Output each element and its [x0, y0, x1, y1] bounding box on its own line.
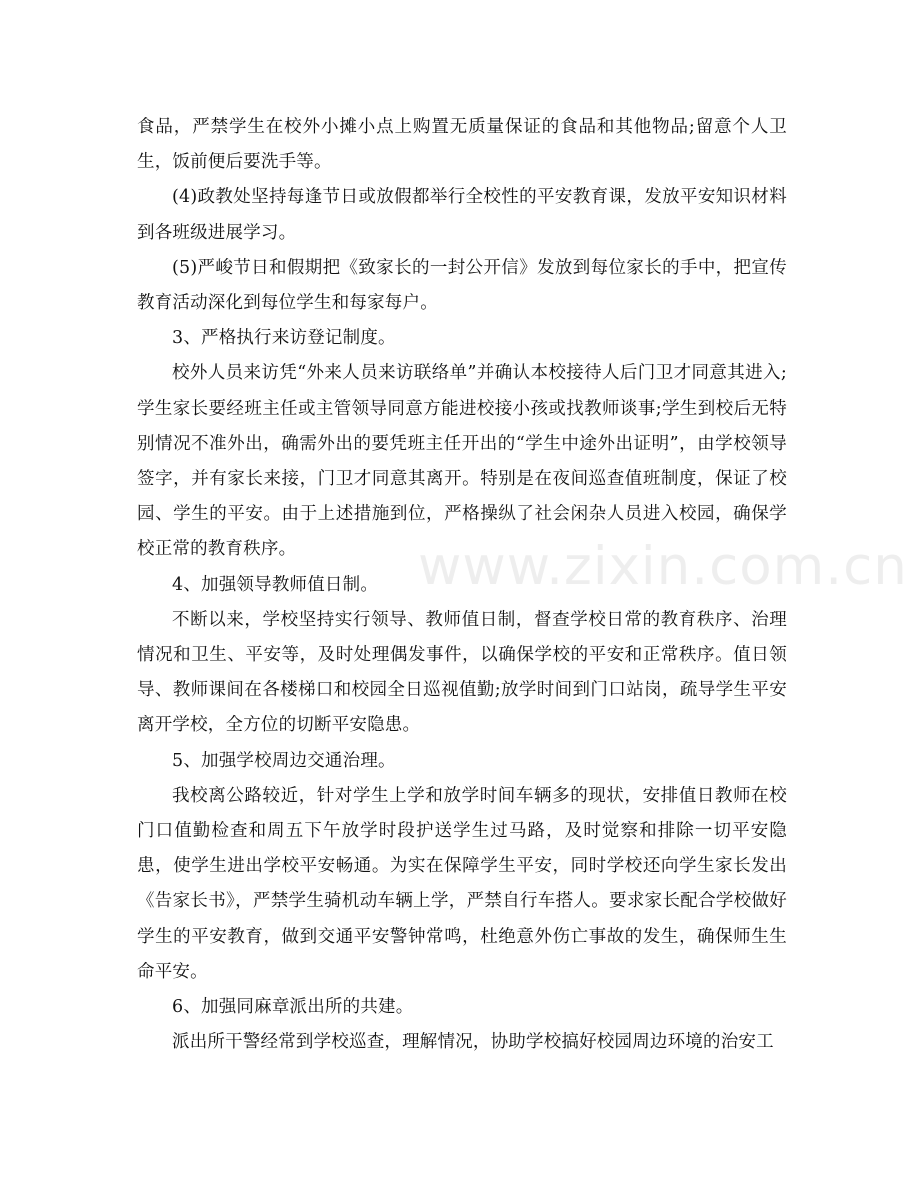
watermark-text: www.zixin.com.cn	[418, 536, 908, 597]
paragraph-safety-class: (4)政教处坚持每逢节日或放假都举行全校性的平安教育课，发放平安知识材料到各班级进展学习。	[137, 187, 787, 243]
paragraph-traffic-management: 我校离公路较近，针对学生上学和放学时间车辆多的现状，安排值日教师在校门口值勤检查和周五下午放学时段护送学生过马路，及时觉察和排除一切平安隐患，使学生进出学校平安畅通。为实在保障学生平安，同时学校还向学生家长发出《告家长书》，严禁学生骑机动车辆上学，严禁自行车搭人。要求家长配合学校做好学生的平安教育，做到交通平安警钟常鸣，杜绝意外伤亡事故的发生，确保师生生命平安。	[137, 785, 787, 982]
paragraph-police-cooperation: 派出所干警经常到学校巡查，理解情况，协助学校搞好校园周边环境的治安工	[172, 1032, 774, 1053]
section-heading-visitor-registration: 3、严格执行来访登记制度。	[172, 328, 396, 349]
paragraph-parent-letter: (5)严峻节日和假期把《致家长的一封公开信》发放到每位家长的手中，把宣传教育活动深化到每位学生和每家每户。	[137, 257, 787, 314]
paragraph-visitor-registration: 校外人员来访凭“外来人员来访联络单”并确认本校接待人后门卫才同意其进入;学生家长要经班主任或主管领导同意方能进校接小孩或找教师谈事;学生到校后无特别情况不准外出，确需外出的要凭班主任开出的“学生中途外出证明”，由学校领导签字，并有家长来接，门卫才同意其离开。特别是在夜间巡查值班制度，保证了校园、学生的平安。由于上述措施到位，严格操纵了社会闲杂人员进入校园，确保学校正常的教育秩序。	[137, 363, 787, 560]
document-body	[137, 110, 908, 1060]
section-heading-traffic-management: 5、加强学校周边交通治理。	[172, 750, 396, 771]
section-heading-police-cooperation: 6、加强同麻章派出所的共建。	[172, 997, 414, 1018]
paragraph-duty-system: 不断以来，学校坚持实行领导、教师值日制，督查学校日常的教育秩序、治理情况和卫生、平安等，及时处理偶发事件，以确保学校的平安和正常秩序。值日领导、教师课间在各楼梯口和校园全日巡视值勤;放学时间到门口站岗，疏导学生平安离开学校，全方位的切断平安隐患。	[137, 609, 787, 736]
paragraph-food-safety: 食品，严禁学生在校外小摊小点上购置无质量保证的食品和其他物品;留意个人卫生，饭前便后要洗手等。	[137, 117, 787, 173]
section-heading-duty-system: 4、加强领导教师值日制。	[172, 574, 379, 595]
